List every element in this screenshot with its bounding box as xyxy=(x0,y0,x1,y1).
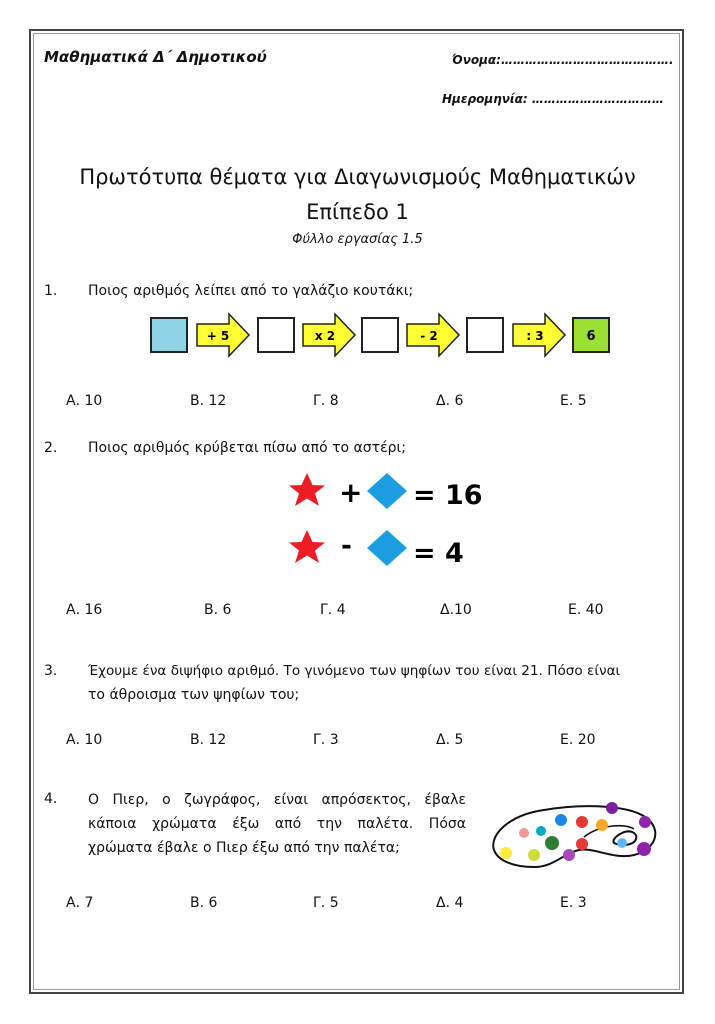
subject-title: Μαθηματικά Δ΄ Δημοτικού xyxy=(44,48,267,66)
operation-arrow-1 xyxy=(197,314,249,356)
q1-option-a[interactable]: Α. 10 xyxy=(66,393,103,409)
paint-dot-purple-2 xyxy=(637,842,651,856)
paint-dot-lime xyxy=(528,849,540,861)
empty-box-2 xyxy=(362,318,398,352)
q4-option-d[interactable]: Δ. 4 xyxy=(436,895,464,911)
operation-arrow-3 xyxy=(407,314,459,356)
question-4-text-line-1: Ο Πιερ, ο ζωγράφος, είναι απρόσεκτος, έβαλε xyxy=(88,792,466,808)
operation-label-2: x 2 xyxy=(314,329,336,343)
question-3-text-line-1: Έχουμε ένα διψήφιο αριθμό. Το γινόμενο των ψηφίων του είναι 21. Πόσο είναι xyxy=(88,663,621,679)
star-icon xyxy=(289,473,325,506)
q3-option-d[interactable]: Δ. 5 xyxy=(436,732,464,748)
paint-dot-light-blue xyxy=(617,838,627,848)
plus-operator: + xyxy=(339,476,363,509)
name-field-label: Όνομα:……………………………………. xyxy=(452,53,674,67)
worksheet-subtitle: Φύλλο εργασίας 1.5 xyxy=(292,232,423,247)
question-1-number: 1. xyxy=(44,283,58,299)
question-4-text-line-3: χρώματα έβαλε ο Πιερ έξω από την παλέτα; xyxy=(88,840,400,856)
operation-label-4: : 3 xyxy=(526,329,544,343)
equation-1 xyxy=(289,473,483,511)
q1-option-d[interactable]: Δ. 6 xyxy=(436,393,464,409)
operation-arrow-2 xyxy=(303,314,355,356)
paint-dot-pink xyxy=(519,828,529,838)
operation-label-1: + 5 xyxy=(206,329,230,343)
q4-option-c[interactable]: Γ. 5 xyxy=(313,895,339,911)
paint-dot-purple xyxy=(606,802,618,814)
q4-option-a[interactable]: Α. 7 xyxy=(66,895,94,911)
paint-dot-violet xyxy=(639,816,651,828)
palette-outline xyxy=(493,806,655,867)
empty-box-1 xyxy=(258,318,294,352)
q4-option-b[interactable]: Β. 6 xyxy=(190,895,218,911)
q1-option-b[interactable]: Β. 12 xyxy=(190,393,227,409)
diamond-icon xyxy=(367,530,407,566)
q4-option-e[interactable]: Ε. 3 xyxy=(560,895,587,911)
question-3-text-line-2: το άθροισμα των ψηφίων του; xyxy=(88,687,300,703)
paint-dot-orange xyxy=(596,819,608,831)
q3-option-a[interactable]: Α. 10 xyxy=(66,732,103,748)
equation-2 xyxy=(289,530,464,569)
diamond-icon xyxy=(367,473,407,509)
star-icon xyxy=(289,530,325,563)
paint-dot-red xyxy=(576,816,588,828)
equation-1-result: = 16 xyxy=(413,480,483,511)
paint-dot-green xyxy=(545,836,559,850)
question-4-text-line-2: κάποια χρώματα έξω από την παλέτα. Πόσα xyxy=(88,816,466,832)
equation-2-result: = 4 xyxy=(413,538,464,569)
paint-palette-illustration xyxy=(484,795,664,875)
question-2-text: Ποιος αριθμός κρύβεται πίσω από το αστέρι; xyxy=(88,440,406,456)
q3-option-b[interactable]: Β. 12 xyxy=(190,732,227,748)
number-chain-diagram xyxy=(145,310,615,362)
question-2-number: 2. xyxy=(44,440,58,456)
star-diamond-equations xyxy=(285,468,485,578)
question-1-text: Ποιος αριθμός λείπει από το γαλάζιο κουτάκι; xyxy=(88,283,414,299)
minus-operator: - xyxy=(341,531,352,561)
worksheet-title: Πρωτότυπα θέματα για Διαγωνισμούς Μαθηματικών xyxy=(79,165,636,189)
q3-option-e[interactable]: Ε. 20 xyxy=(560,732,596,748)
q2-option-d[interactable]: Δ.10 xyxy=(440,602,472,618)
q2-option-b[interactable]: Β. 6 xyxy=(204,602,232,618)
paint-dot-blue xyxy=(555,814,567,826)
question-4-text xyxy=(88,788,466,860)
date-field-label: Ημερομηνία: …………………………… xyxy=(442,92,664,106)
paint-dot-red-2 xyxy=(576,838,588,850)
operation-arrow-4 xyxy=(513,314,565,356)
question-4-number: 4. xyxy=(44,791,58,807)
paint-dot-magenta xyxy=(563,849,575,861)
q1-option-e[interactable]: Ε. 5 xyxy=(560,393,587,409)
question-3-number: 3. xyxy=(44,663,58,679)
q1-option-c[interactable]: Γ. 8 xyxy=(313,393,339,409)
q2-option-e[interactable]: Ε. 40 xyxy=(568,602,604,618)
result-value: 6 xyxy=(586,329,596,344)
q3-option-c[interactable]: Γ. 3 xyxy=(313,732,339,748)
operation-label-3: - 2 xyxy=(420,329,438,343)
worksheet-level: Επίπεδο 1 xyxy=(306,200,409,224)
paint-dot-yellow xyxy=(500,847,512,859)
paint-dot-teal xyxy=(536,826,546,836)
q2-option-c[interactable]: Γ. 4 xyxy=(320,602,346,618)
missing-number-box xyxy=(151,318,187,352)
q2-option-a[interactable]: Α. 16 xyxy=(66,602,103,618)
empty-box-3 xyxy=(467,318,503,352)
